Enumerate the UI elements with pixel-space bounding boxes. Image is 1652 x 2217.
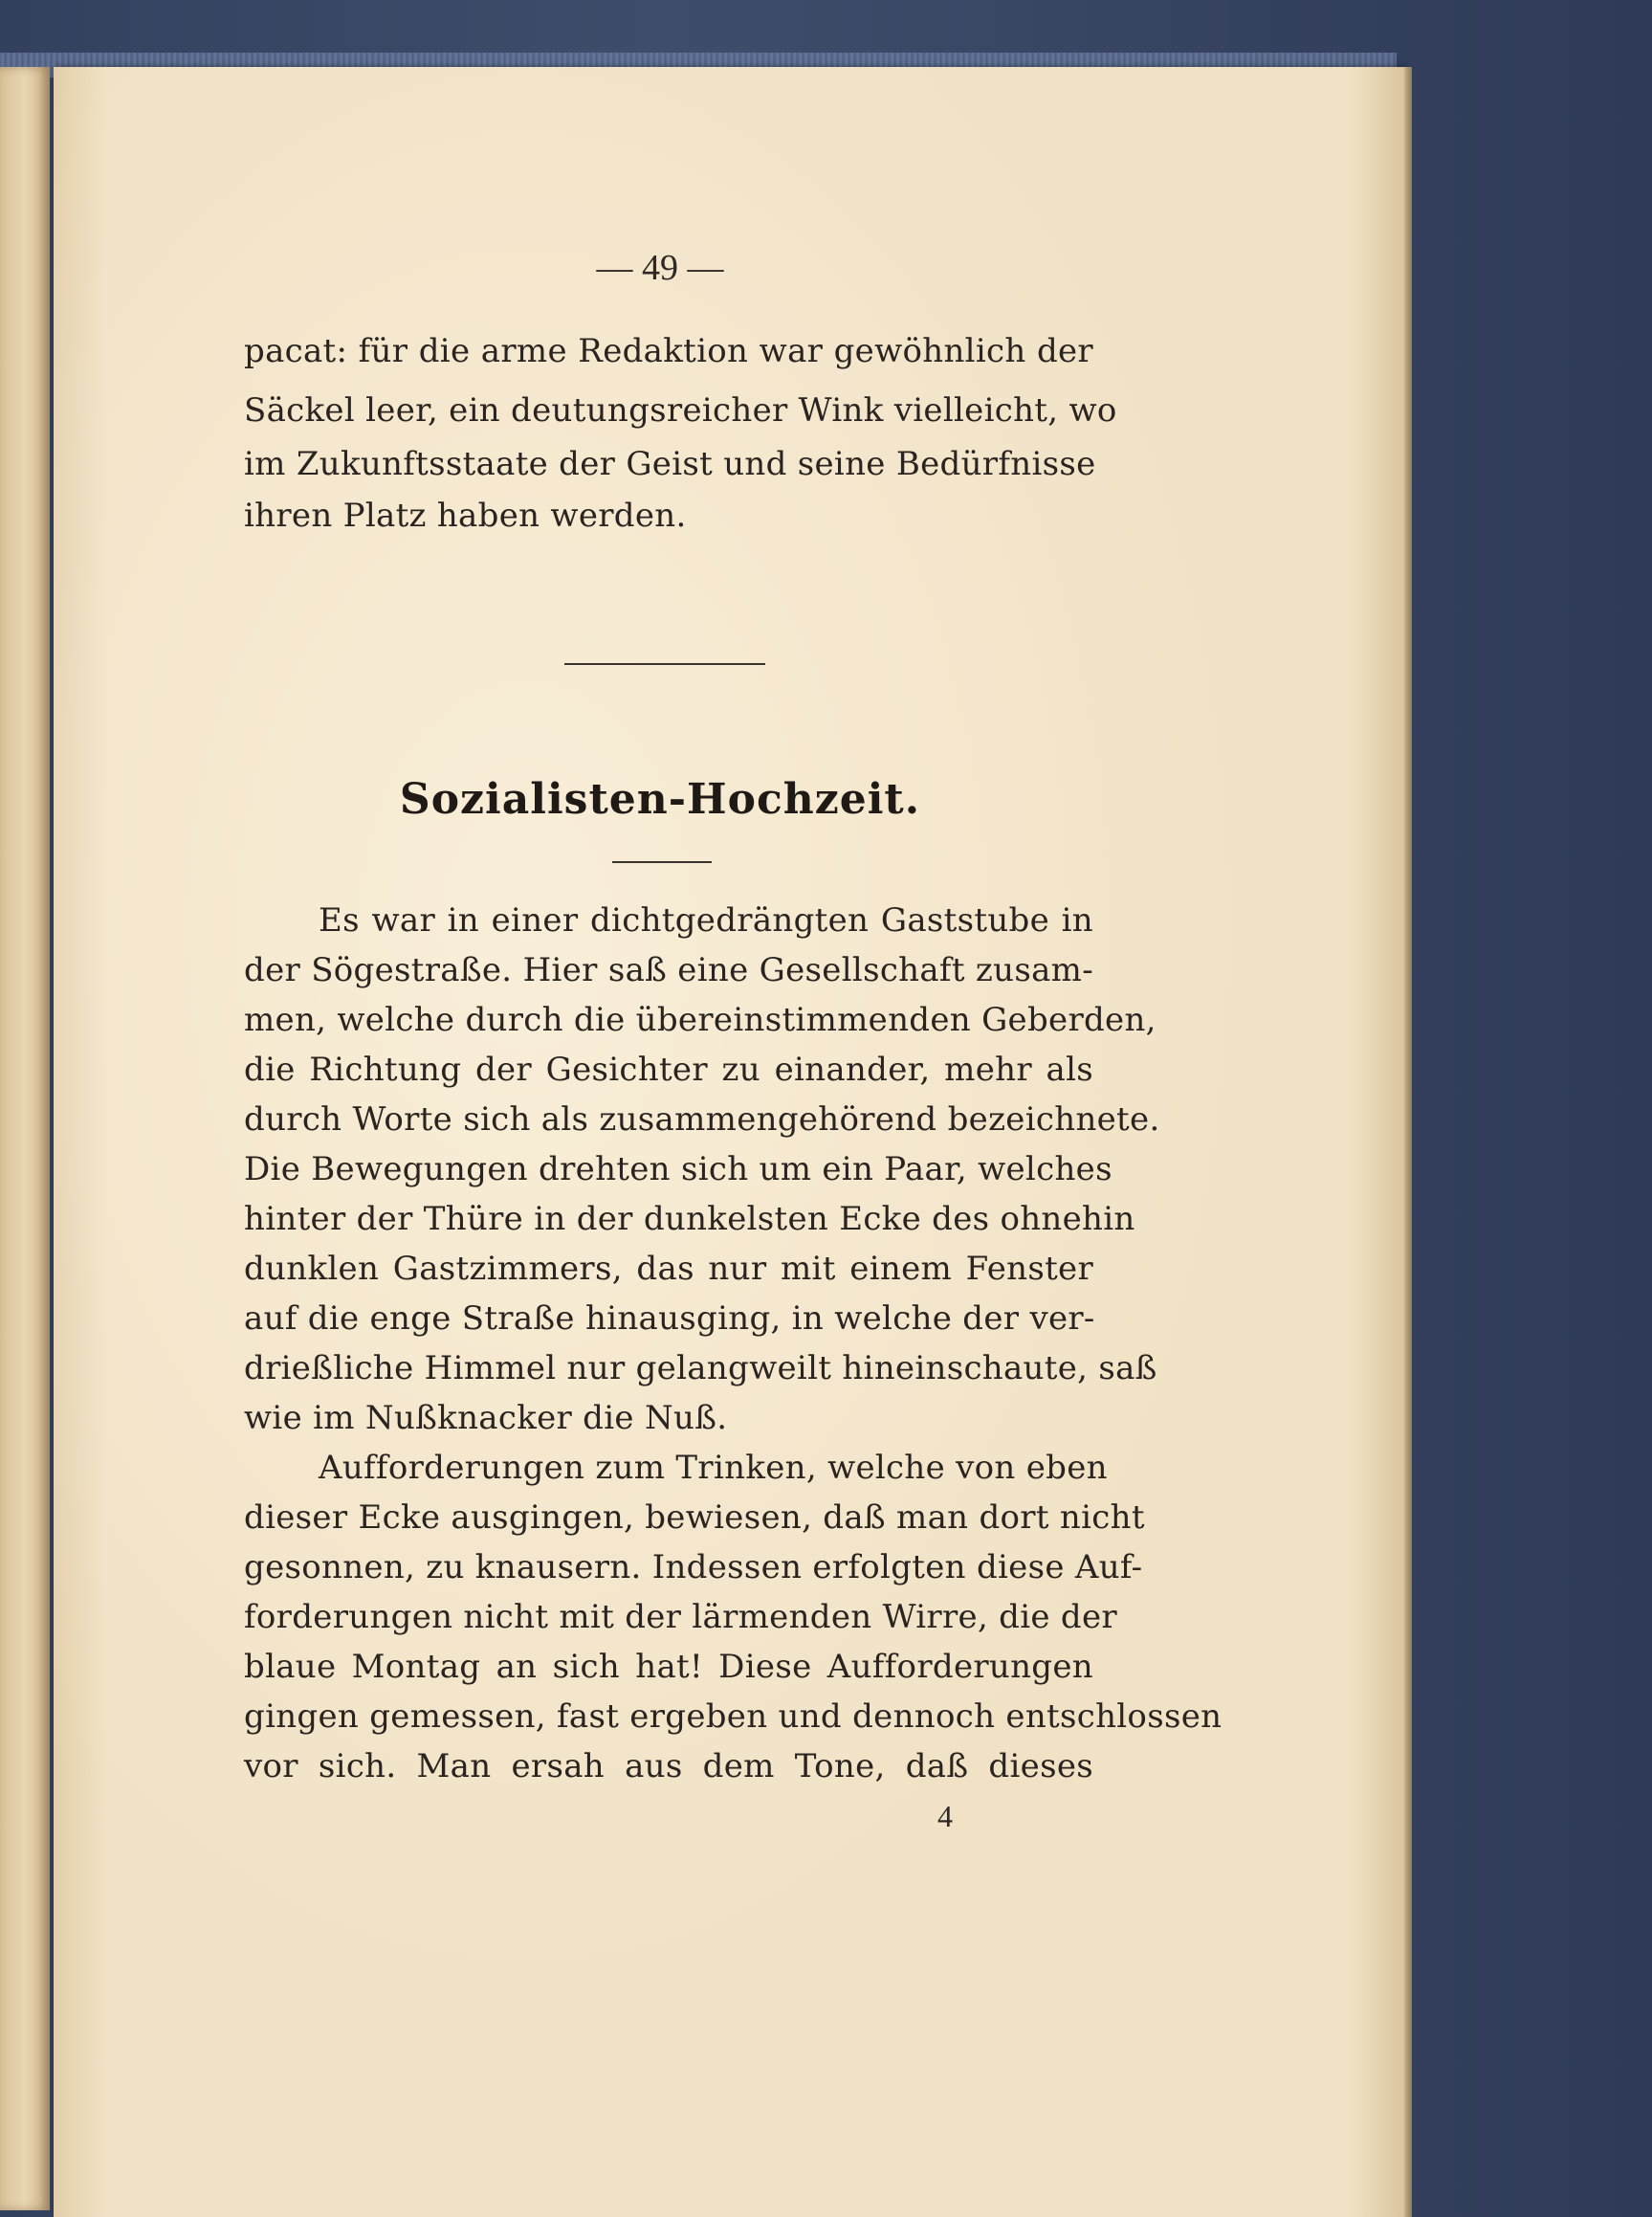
text-line: dunklen Gastzimmers, das nur mit einem Fenster	[244, 1250, 1093, 1288]
text-line: hinter der Thüre in der dunkelsten Ecke des ohnehin	[244, 1200, 1135, 1238]
text-line: wie im Nußknacker die Nuß.	[244, 1399, 728, 1437]
text-line: Säckel leer, ein deutungsreicher Wink vielleicht, wo	[244, 391, 1117, 430]
text-line: die Richtung der Gesichter zu einander, mehr als	[244, 1051, 1093, 1089]
text-line: der Sögestraße. Hier saß eine Gesellschaft zusam-	[244, 951, 1093, 989]
page-edge	[1404, 67, 1412, 2217]
text-line: blaue Montag an sich hat! Diese Aufforderungen	[244, 1648, 1093, 1686]
text-line: im Zukunftsstaate der Geist und seine Bedürfnisse	[244, 445, 1096, 483]
text-line: Es war in einer dichtgedrängten Gaststube in	[319, 901, 1093, 940]
left-page-edge	[0, 67, 50, 2210]
text-line: auf die enge Straße hinausging, in welche der ver-	[244, 1299, 1095, 1338]
text-line: men, welche durch die übereinstimmenden Geberden,	[244, 1001, 1156, 1039]
text-line: dieser Ecke ausgingen, bewiesen, daß man dort nicht	[244, 1498, 1145, 1537]
section-heading: Sozialisten-Hochzeit.	[399, 775, 921, 824]
heading-underline	[612, 861, 712, 863]
text-line: Aufforderungen zum Trinken, welche von eben	[319, 1449, 1108, 1487]
section-divider	[564, 663, 765, 665]
text-line: gingen gemessen, fast ergeben und dennoch entschlossen	[244, 1697, 1222, 1736]
text-line: gesonnen, zu knausern. Indessen erfolgten diese Auf-	[244, 1548, 1143, 1586]
signature-mark: 4	[937, 1799, 953, 1833]
page-number: — 49 —	[596, 248, 724, 288]
text-line: pacat: für die arme Redaktion war gewöhnlich der	[244, 332, 1093, 370]
text-line: durch Worte sich als zusammengehörend bezeichnete.	[244, 1100, 1160, 1139]
text-line: vor sich. Man ersah aus dem Tone, daß dieses	[244, 1747, 1093, 1785]
text-line: forderungen nicht mit der lärmenden Wirre, die der	[244, 1598, 1117, 1636]
text-line: drießliche Himmel nur gelangweilt hineinschaute, saß	[244, 1349, 1157, 1387]
text-line: ihren Platz haben werden.	[244, 497, 687, 535]
text-line: Die Bewegungen drehten sich um ein Paar, welches	[244, 1150, 1112, 1188]
